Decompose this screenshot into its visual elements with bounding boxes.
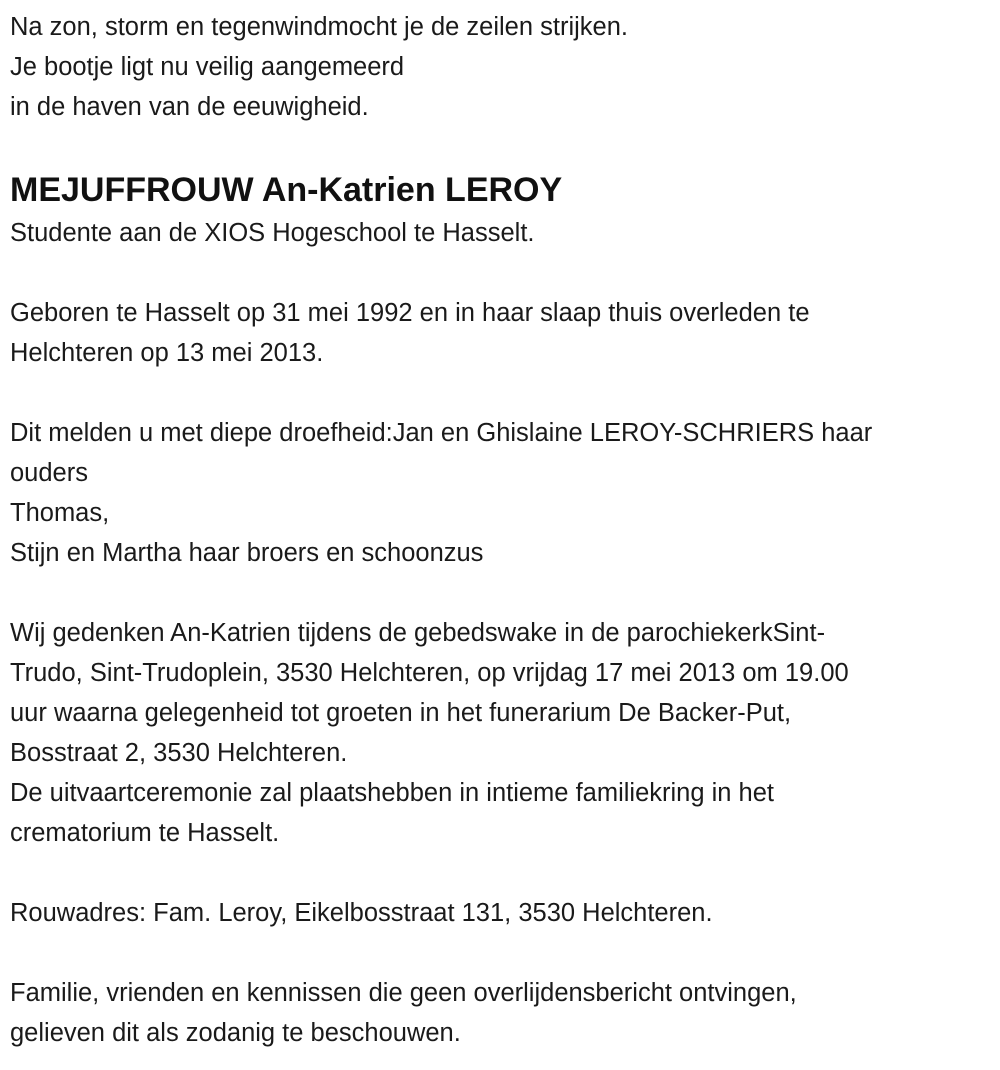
paragraph-line: ouders <box>10 459 88 487</box>
paragraph-line: Dit melden u met diepe droefheid:Jan en Ghislaine LEROY-SCHRIERS haar <box>10 419 873 447</box>
poem-line: Je bootje ligt nu veilig aangemeerd <box>10 53 405 81</box>
paragraph-line: gelieven dit als zodanig te beschouwen. <box>10 1019 461 1047</box>
paragraph-line: De uitvaartceremonie zal plaatshebben in intieme familiekring in het <box>10 779 774 807</box>
paragraph <box>10 413 1000 573</box>
paragraph-line: Bosstraat 2, 3530 Helchteren. <box>10 739 348 767</box>
paragraph-line: Geboren te Hasselt op 31 mei 1992 en in haar slaap thuis overleden te <box>10 299 810 327</box>
paragraph-line: Stijn en Martha haar broers en schoonzus <box>10 539 484 567</box>
poem-line: Na zon, storm en tegenwindmocht je de zeilen strijken. <box>10 13 628 41</box>
paragraph-line: Thomas, <box>10 499 110 527</box>
paragraph-line: Trudo, Sint-Trudoplein, 3530 Helchteren, op vrijdag 17 mei 2013 om 19.00 <box>10 659 849 687</box>
name-heading: MEJUFFROUW An-Katrien LEROY <box>10 171 563 209</box>
paragraph <box>10 293 1000 373</box>
paragraph-line: crematorium te Hasselt. <box>10 819 280 847</box>
paragraph <box>10 893 1000 933</box>
paragraph <box>10 973 1000 1053</box>
poem <box>10 7 1000 127</box>
paragraph <box>10 613 1000 853</box>
poem-line: in de haven van de eeuwigheid. <box>10 93 369 121</box>
paragraph-line: Rouwadres: Fam. Leroy, Eikelbosstraat 131, 3530 Helchteren. <box>10 899 713 927</box>
paragraph-line: Familie, vrienden en kennissen die geen overlijdensbericht ontvingen, <box>10 979 797 1007</box>
paragraph-line: Wij gedenken An-Katrien tijdens de gebedswake in de parochiekerkSint- <box>10 619 826 647</box>
paragraph-line: uur waarna gelegenheid tot groeten in het funerarium De Backer-Put, <box>10 699 792 727</box>
paragraph-line: Helchteren op 13 mei 2013. <box>10 339 324 367</box>
subtitle: Studente aan de XIOS Hogeschool te Hasselt. <box>10 219 535 247</box>
